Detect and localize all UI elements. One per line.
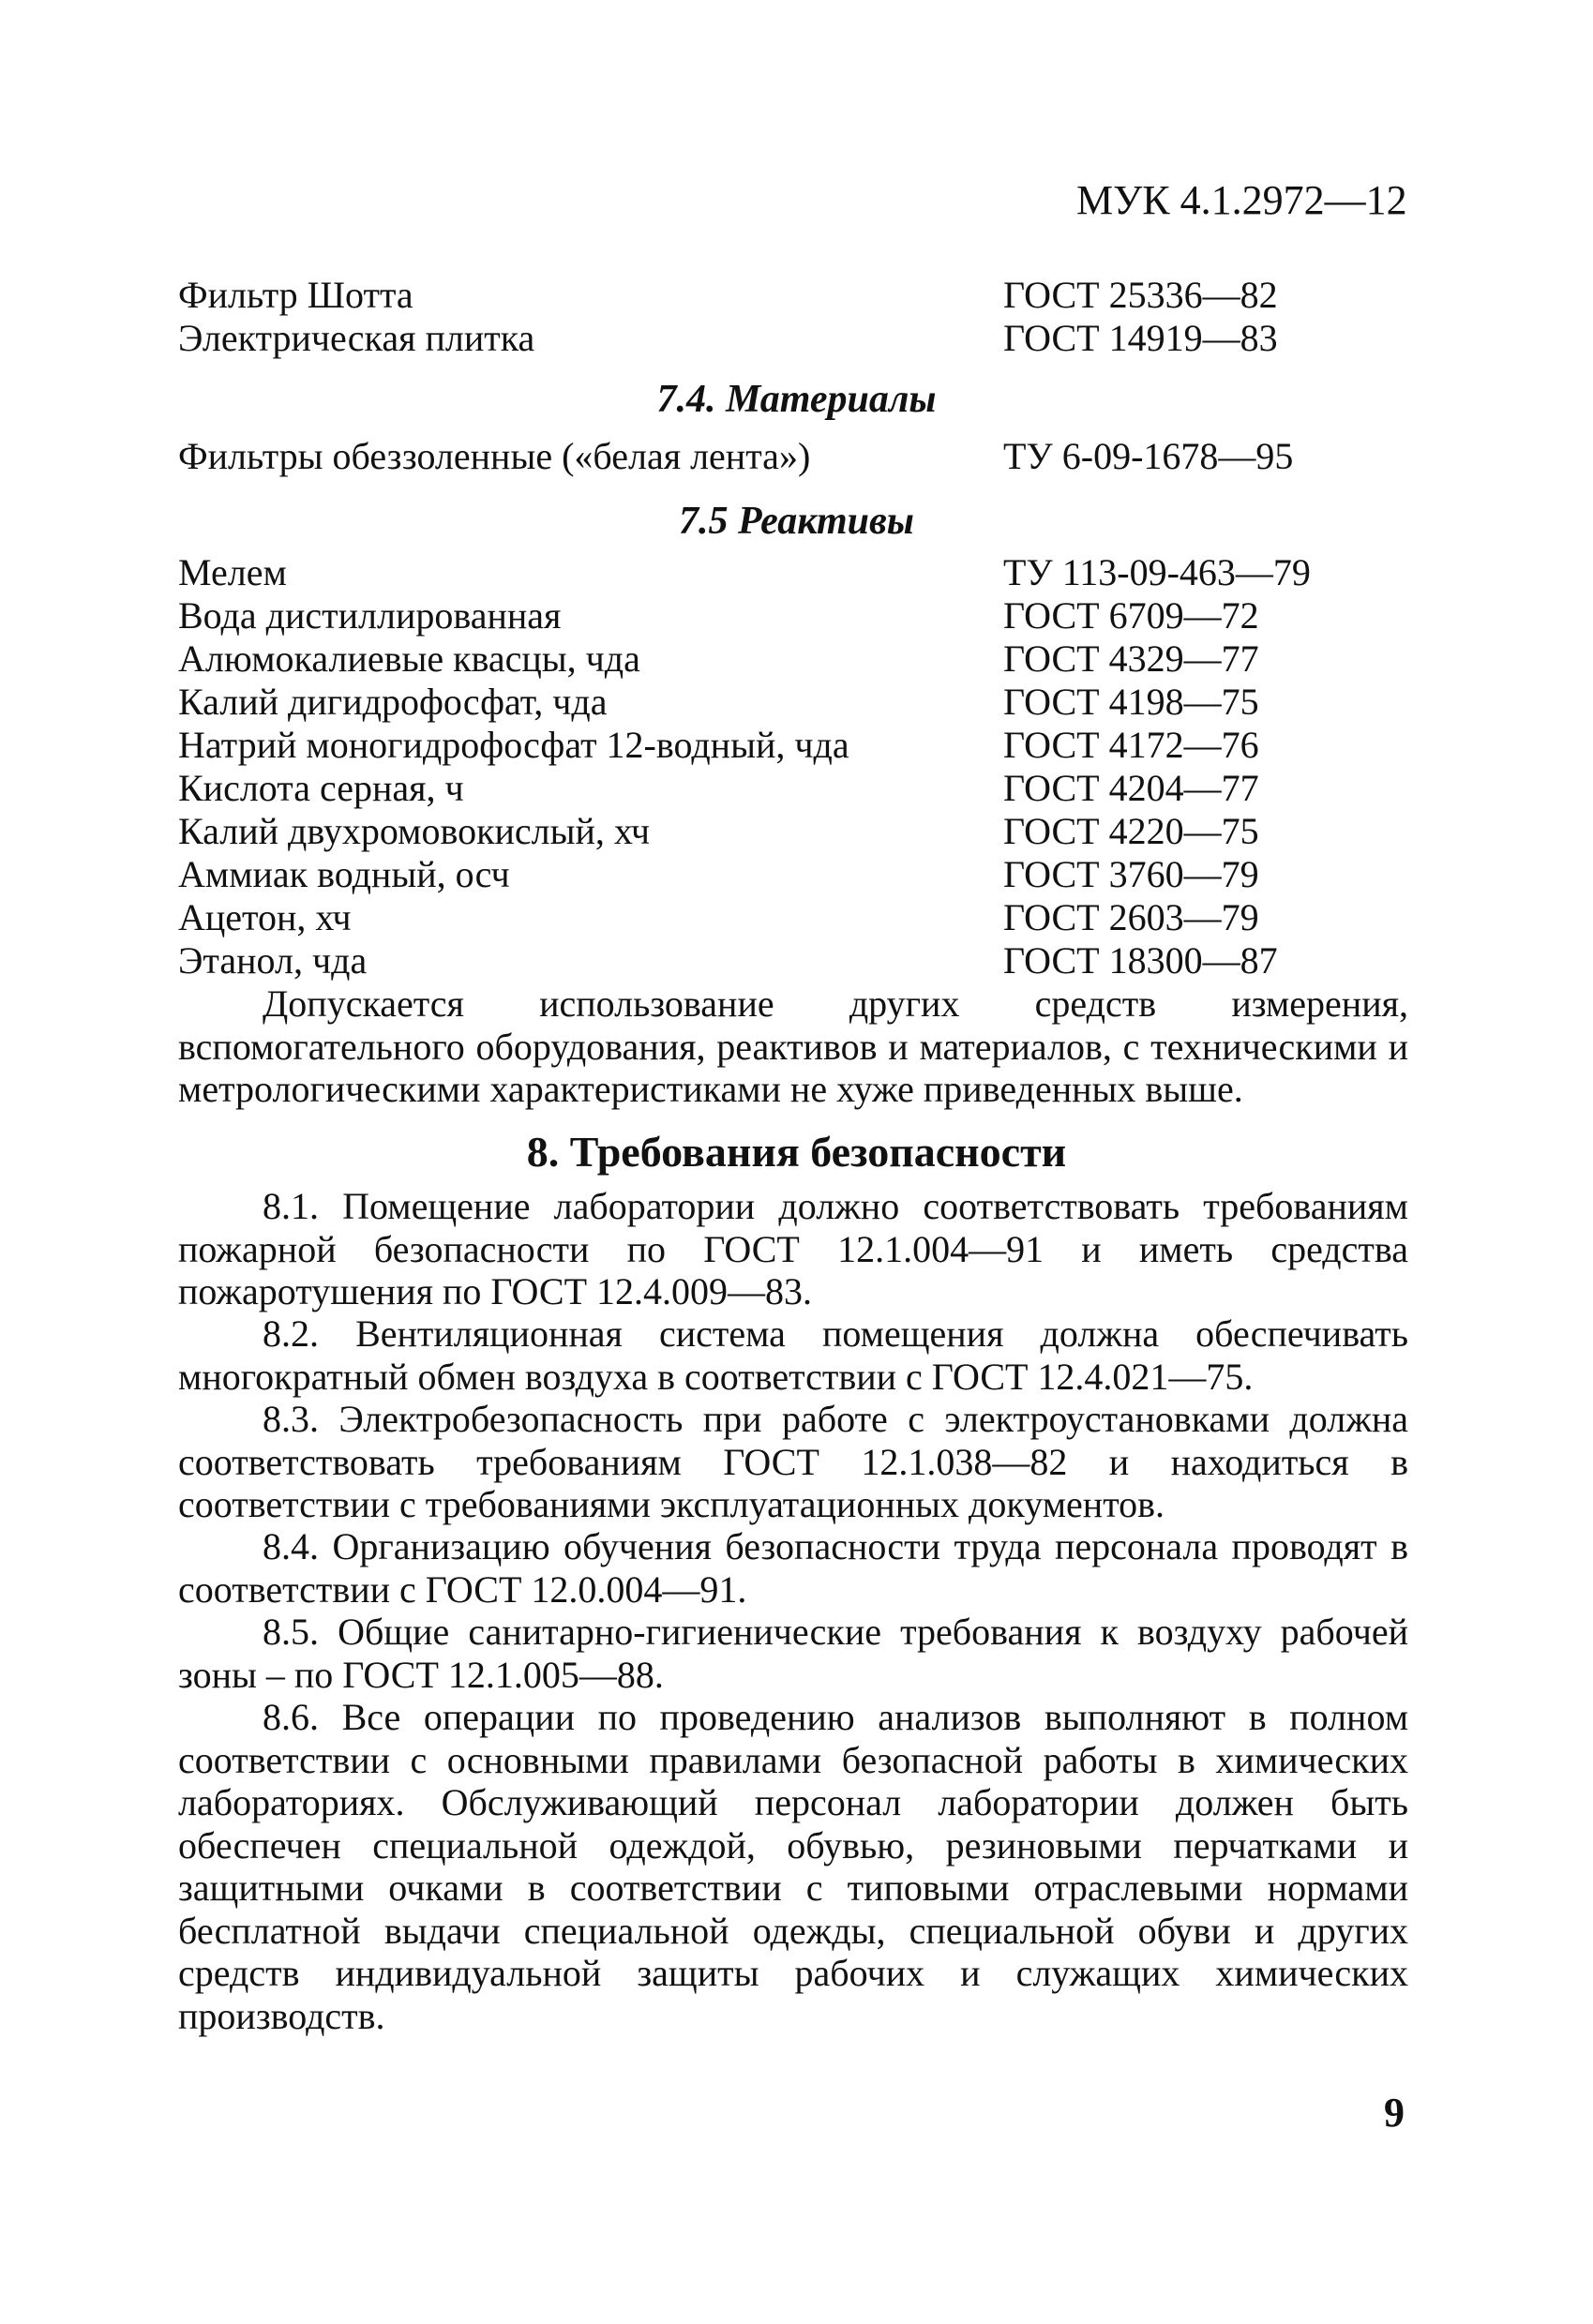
paragraph-8-3: 8.3. Электробезопасность при работе с электроустановками должна соответствовать требованиям ГОСТ 12.1.038—82 и находиться в соответствии с требованиями эксплуатационных документов. — [178, 1398, 1408, 1525]
item-name: Ацетон, хч — [178, 896, 352, 938]
item-standard: ГОСТ 4198—75 — [1003, 681, 1259, 723]
reagents-heading: 7.5 Реактивы — [679, 500, 914, 543]
equipment-row — [178, 274, 1388, 317]
document-code: МУК 4.1.2972—12 — [1076, 177, 1407, 223]
item-standard: ГОСТ 14919—83 — [1003, 317, 1278, 359]
item-name: Калий дигидрофосфат, чда — [178, 681, 608, 723]
item-name: Фильтры обеззоленные («белая лента») — [178, 435, 811, 477]
paragraph-8-6: 8.6. Все операции по проведению анализов выполняют в полном соответствии с основными правилами безопасной работы в химических лабораториях. Обслуживающий персонал лаборатории должен быть обеспечен специальной одеждой, обувью, резиновыми перчатками и защитными очками в соответствии с типовыми отраслевыми нормами бесплатной выдачи специальной одежды, специальной обуви и других средств индивидуальной защиты рабочих и служащих химических производств. — [178, 1696, 1408, 2037]
item-name: Калий двухромовокислый, хч — [178, 810, 651, 852]
reagent-row — [178, 637, 1388, 681]
section-8-title: 8. Требования безопасности — [526, 1128, 1067, 1176]
item-name: Вода дистиллированная — [178, 594, 562, 637]
reagent-row — [178, 594, 1388, 637]
materials-heading: 7.4. Материалы — [656, 378, 937, 421]
item-standard: ГОСТ 2603—79 — [1003, 896, 1259, 938]
materials-row — [178, 435, 1388, 478]
item-name: Электрическая плитка — [178, 317, 535, 359]
item-name: Аммиак водный, осч — [178, 853, 510, 895]
equipment-note: Допускается использование других средств измерения, вспомогательного оборудования, реактивов и материалов, с техническими и метрологическими характеристиками не хуже приведенных выше. — [178, 982, 1408, 1110]
reagent-row — [178, 551, 1388, 594]
item-standard: ТУ 6-09-1678—95 — [1003, 435, 1294, 477]
reagent-row — [178, 767, 1388, 810]
reagent-row — [178, 810, 1388, 853]
item-standard: ГОСТ 6709—72 — [1003, 594, 1259, 637]
item-standard: ГОСТ 4220—75 — [1003, 810, 1259, 852]
paragraph-8-5: 8.5. Общие санитарно-гигиенические требования к воздуху рабочей зоны – по ГОСТ 12.1.005—88. — [178, 1611, 1408, 1696]
paragraph-8-4: 8.4. Организацию обучения безопасности труда персонала проводят в соответствии с ГОСТ 12.0.004—91. — [178, 1525, 1408, 1611]
item-name: Натрий моногидрофосфат 12-водный, чда — [178, 724, 849, 766]
paragraph-8-2: 8.2. Вентиляционная система помещения должна обеспечивать многократный обмен воздуха в соответствии с ГОСТ 12.4.021—75. — [178, 1312, 1408, 1398]
item-name: Этанол, чда — [178, 939, 368, 982]
reagent-row — [178, 724, 1388, 767]
reagent-row — [178, 681, 1388, 724]
item-name: Фильтр Шотта — [178, 274, 413, 316]
item-standard: ГОСТ 25336—82 — [1003, 274, 1278, 316]
reagent-row — [178, 939, 1388, 982]
item-name: Кислота серная, ч — [178, 767, 464, 809]
item-standard: ГОСТ 3760—79 — [1003, 853, 1259, 895]
reagent-row — [178, 853, 1388, 896]
item-standard: ГОСТ 4172—76 — [1003, 724, 1259, 766]
paragraph-8-1: 8.1. Помещение лаборатории должно соответствовать требованиям пожарной безопасности по ГОСТ 12.1.004—91 и иметь средства пожаротушения по ГОСТ 12.4.009—83. — [178, 1185, 1408, 1312]
item-standard: ГОСТ 18300—87 — [1003, 939, 1278, 982]
item-name: Мелем — [178, 551, 287, 593]
page-number: 9 — [1384, 2090, 1405, 2136]
reagent-row — [178, 896, 1388, 939]
item-standard: ТУ 113-09-463—79 — [1003, 551, 1311, 593]
item-standard: ГОСТ 4329—77 — [1003, 637, 1259, 680]
equipment-row — [178, 317, 1388, 360]
item-standard: ГОСТ 4204—77 — [1003, 767, 1259, 809]
item-name: Алюмокалиевые квасцы, чда — [178, 637, 640, 680]
